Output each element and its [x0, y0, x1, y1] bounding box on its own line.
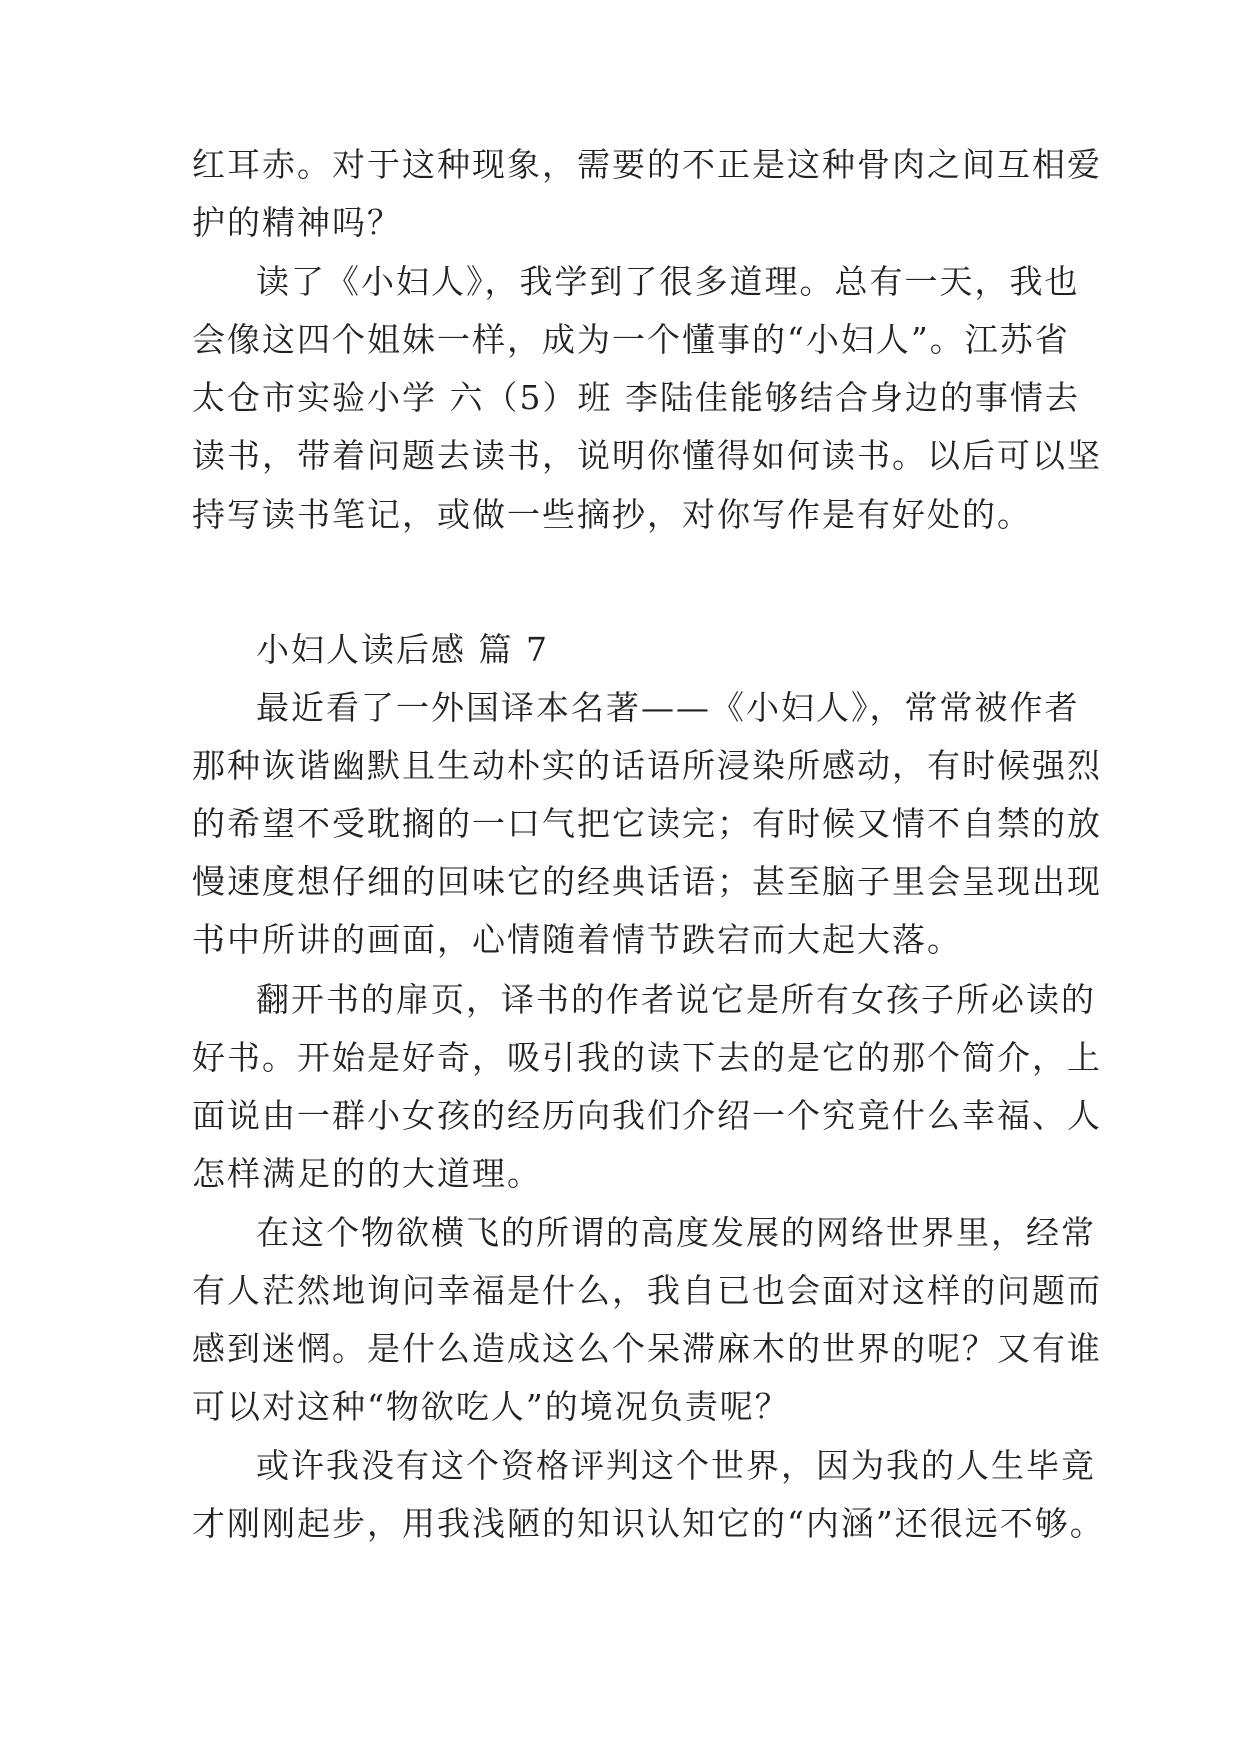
paragraph-line: 读书，带着问题去读书，说明你懂得如何读书。以后可以坚 — [192, 436, 1102, 475]
paragraph-line: 的希望不受耽搁的一口气把它读完；有时候又情不自禁的放 — [192, 804, 1102, 843]
paragraph-line: 有人茫然地询问幸福是什么，我自已也会面对这样的问题而 — [192, 1271, 1102, 1310]
paragraph-line: 书中所讲的画面，心情随着情节跌宕而大起大落。 — [192, 920, 962, 959]
section-title: 小妇人读后感 篇 7 — [256, 630, 549, 669]
paragraph-line: 或许我没有这个资格评判这个世界，因为我的人生毕竟 — [256, 1446, 1096, 1485]
paragraph-line: 读了《小妇人》，我学到了很多道理。总有一天，我也 — [256, 262, 1080, 301]
paragraph-line: 怎样满足的的大道理。 — [192, 1154, 542, 1193]
paragraph-line: 会像这四个姐妹一样，成为一个懂事的“小妇人”。江苏省 — [192, 320, 1070, 359]
paragraph-line: 翻开书的扉页，译书的作者说它是所有女孩子所必读的 — [256, 980, 1096, 1019]
paragraph-line: 那种诙谐幽默且生动朴实的话语所浸染所感动，有时候强烈 — [192, 746, 1102, 785]
paragraph-line: 红耳赤。对于这种现象，需要的不正是这种骨肉之间互相爱 — [192, 145, 1102, 184]
paragraph-line: 最近看了一外国译本名著——《小妇人》，常常被作者 — [256, 688, 1080, 727]
paragraph-line: 持写读书笔记，或做一些摘抄，对你写作是有好处的。 — [192, 495, 1032, 534]
paragraph-line: 感到迷惘。是什么造成这么个呆滞麻木的世界的呢？又有谁 — [192, 1329, 1102, 1368]
paragraph-line: 太仓市实验小学 六（5）班 李陆佳能够结合身边的事情去 — [192, 378, 1080, 417]
paragraph-line: 护的精神吗？ — [192, 203, 402, 242]
paragraph-line: 在这个物欲横飞的所谓的高度发展的网络世界里，经常 — [256, 1213, 1096, 1252]
paragraph-line: 才刚刚起步，用我浅陋的知识认知它的“内涵”还很远不够。 — [192, 1504, 1105, 1543]
paragraph-line: 慢速度想仔细的回味它的经典话语；甚至脑子里会呈现出现 — [192, 862, 1102, 901]
paragraph-line: 可以对这种“物欲吃人”的境况负责呢？ — [192, 1387, 790, 1426]
paragraph-line: 好书。开始是好奇，吸引我的读下去的是它的那个简介，上 — [192, 1038, 1102, 1077]
paragraph-line: 面说由一群小女孩的经历向我们介绍一个究竟什么幸福、人 — [192, 1096, 1102, 1135]
